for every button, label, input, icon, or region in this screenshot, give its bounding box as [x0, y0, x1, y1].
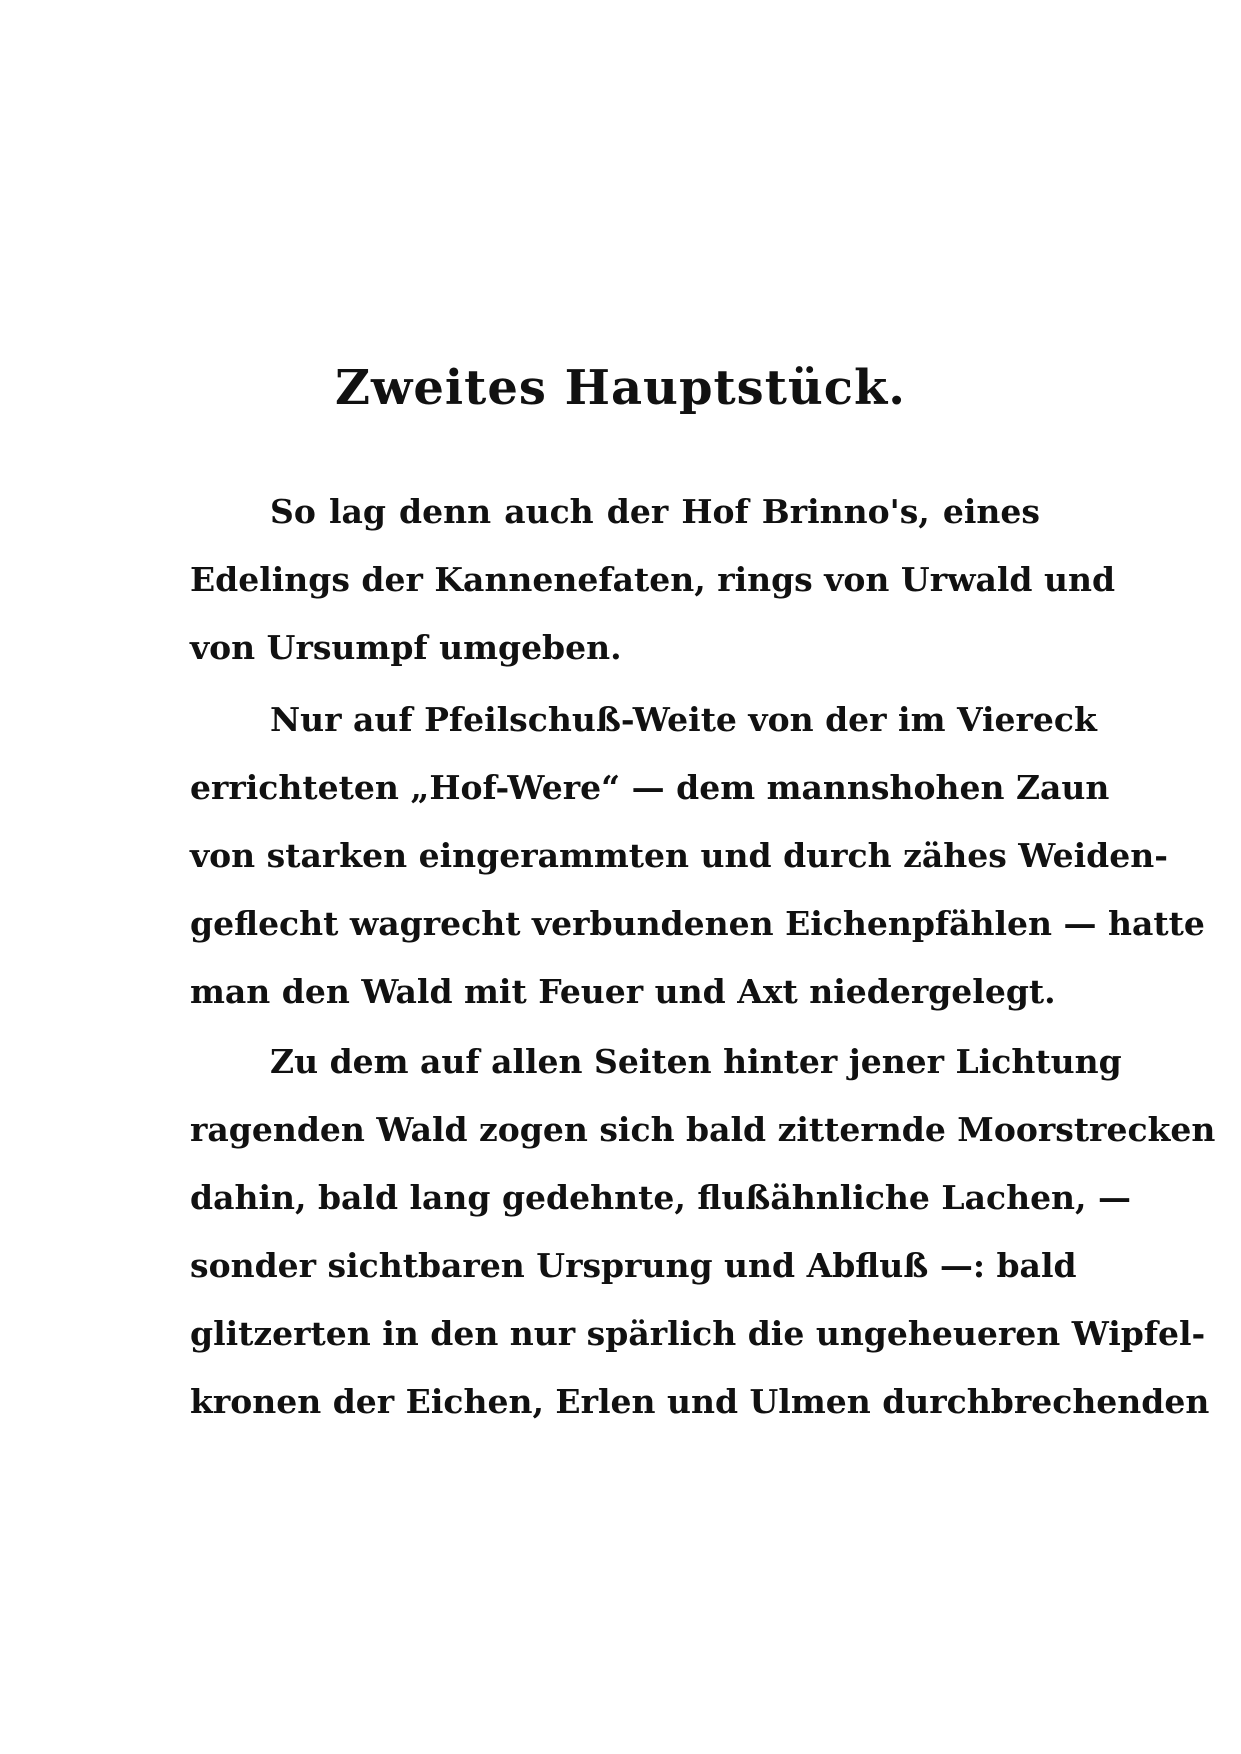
text-line-14: kronen der Eichen, Erlen und Ulmen durchbrechenden — [190, 1382, 1210, 1421]
text-line-10: ragenden Wald zogen sich bald zitternde Moorstrecken — [190, 1110, 1216, 1149]
text-line-3: von Ursumpf umgeben. — [190, 628, 622, 667]
chapter-title: Zweites Hauptstück. — [335, 360, 906, 416]
text-line-1: So lag denn auch der Hof Brinno's, eines — [270, 492, 1040, 531]
text-line-4: Nur auf Pfeilschuß-Weite von der im Viereck — [270, 700, 1097, 739]
text-line-12: sonder sichtbaren Ursprung und Abfluß —: bald — [190, 1246, 1077, 1285]
text-line-13: glitzerten in den nur spärlich die ungeheueren Wipfel- — [190, 1314, 1206, 1353]
text-line-8: man den Wald mit Feuer und Axt niedergelegt. — [190, 972, 1056, 1011]
text-line-2: Edelings der Kannenefaten, rings von Urwald und — [190, 560, 1116, 599]
text-line-5: errichteten „Hof-Were“ — dem mannshohen Zaun — [190, 768, 1110, 807]
text-line-6: von starken eingerammten und durch zähes Weiden- — [190, 836, 1168, 875]
text-line-11: dahin, bald lang gedehnte, flußähnliche Lachen, — — [190, 1178, 1132, 1217]
text-line-9: Zu dem auf allen Seiten hinter jener Lichtung — [270, 1042, 1122, 1081]
text-line-7: geflecht wagrecht verbundenen Eichenpfählen — hatte — [190, 904, 1205, 943]
